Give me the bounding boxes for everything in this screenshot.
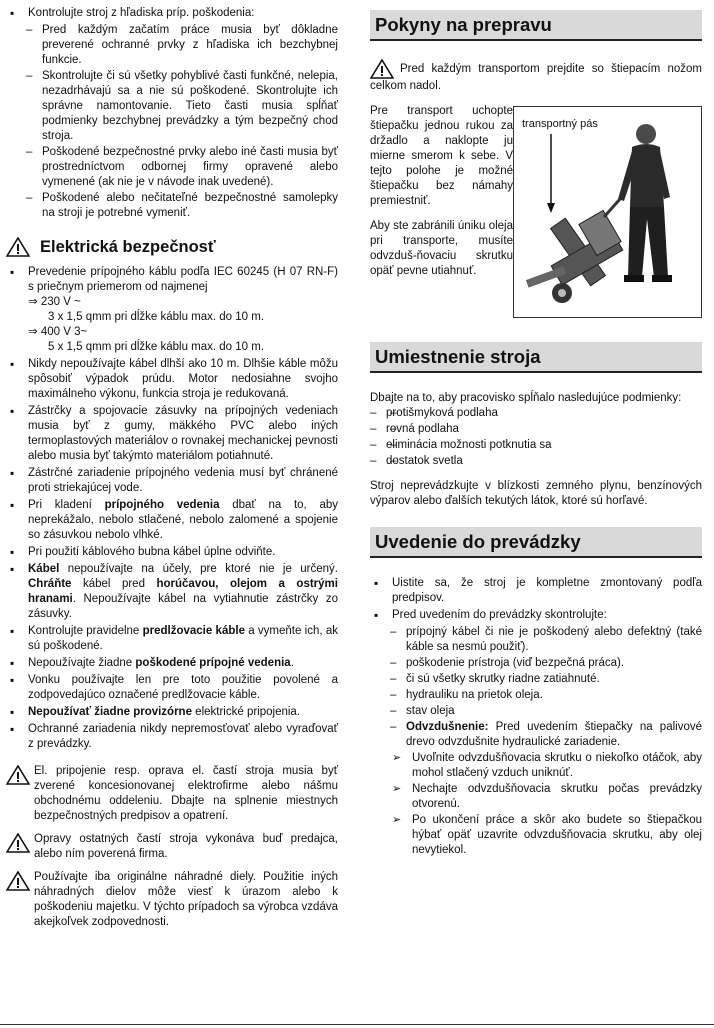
warning-icon [6, 833, 30, 853]
voltage-230-label: 230 V ~ [40, 296, 81, 308]
laying-text-2: dbať na to, aby neprekážalo, nebolo stlačené, nebolo zalomené a spojenie so zásuvkou nebolo vlhké. [28, 499, 339, 541]
precheck-item: – či sú všetky skrutky riadne zatiahnuté. [370, 672, 702, 687]
provisional-bold: Nepoužívať žiadne provizórne [28, 706, 192, 718]
venting-item [370, 720, 702, 750]
outdoor-bullet: ▪ Vonku používajte len pre toto použitie povolené a zodpovedajúco označené predlžovacie káble. [6, 673, 338, 703]
damaged-bold: poškodené prípojné vedenia [135, 657, 291, 669]
cable-spec-bullet [6, 265, 338, 355]
damaged-bullet [6, 656, 338, 671]
laying-text: Pri kladení [28, 499, 105, 511]
electrical-safety-heading [6, 237, 338, 257]
cable-use-bullet [6, 562, 338, 622]
transport-heading: Pokyny na prepravu [370, 10, 702, 41]
precheck-bullet: ▪ Pred uvedením do prevádzky skontrolujte: [370, 608, 702, 623]
check-bold: predlžovacie káble [142, 625, 245, 637]
hazards-bold: horúčavou, olejom a ostrými hranami [28, 578, 338, 605]
transport-warning-text: Pred každým transportom prejdite so štiepacím nožom celkom nadol. [370, 63, 702, 92]
provisional-bullet [6, 705, 338, 720]
voltage-400-spec: 5 x 1,5 qmm pri dĺžke káblu max. do 10 m. [48, 341, 265, 353]
placement-item-text: dostatok svetla [386, 455, 463, 467]
venting-text: Pred uvedením štiepačky na palivové drevo odvzdušnite hydraulické zariadenie. [406, 721, 702, 748]
check-bullet [6, 624, 338, 654]
check-text: Kontrolujte pravidelne [28, 625, 143, 637]
transport-belt-label: transportný pás [522, 118, 598, 130]
precheck-item: – hydrauliku na prietok oleja. [370, 688, 702, 703]
placement-item: – – rovná podlaha [370, 422, 702, 437]
cable-text-2: kábel pred [71, 578, 157, 590]
inspect-item: – Skontrolujte či sú všetky pohyblivé časti funkčné, nelepia, nezadrhávajú sa a nie sú poškodené. Skontrolujte ich správne namontovanie. Tieto časti musia spĺňať podmienky bezchybnej prevádzky a tým bezpečný chod stroja. [6, 69, 338, 144]
log-splitter-figure [514, 107, 701, 317]
cable-text: nepoužívajte na účely, pre ktoré nie je určený. [59, 563, 338, 575]
cable-bold: Kábel [28, 563, 60, 575]
transport-instructions: Pre transport uchopte štiepačku jednou rukou za držadlo a naklopte ju mierne smerom k sebe. V tejto polohe je možné štiepačku bez námahy premiestniť. [370, 105, 513, 207]
provisional-text: elektrické pripojenia. [191, 706, 301, 718]
device-bullet: ▪ Zástrčné zariadenie prípojného vedenia musí byť chránené proti striekajúcej vode. [6, 466, 338, 496]
electrical-safety-title: Elektrická bezpečnosť [40, 237, 216, 256]
inspect-item: – Pred každým začatím práce musia byť dôkladne preverené ochranné prvky z hľadiska ich bezchybnej funkcie. [6, 23, 338, 68]
inspect-item: – Poškodené alebo nečitateľné bezpečnostné samolepky na stroji je potrebné vymeniť. [6, 191, 338, 221]
placement-item-text: eliminácia možnosti potknutia sa [386, 439, 552, 451]
transport-warning [370, 59, 702, 94]
voltage-230 [28, 295, 338, 310]
note-repairs [6, 832, 338, 862]
venting-step: ➢ Po ukončení práce a skôr ako budete so štiepačkou hýbať opäť uzavrite odvzdušňovacia skrutku, aby olej nevytiekol. [370, 813, 702, 858]
venting-bold: Odvzdušnenie: [406, 721, 489, 733]
voltage-400 [28, 325, 338, 340]
laying-bold: prípojného vedenia [104, 499, 220, 511]
commissioning-heading: Uvedenie do prevádzky [370, 527, 702, 558]
damaged-text: Nepoužívajte žiadne [28, 657, 136, 669]
precheck-item: – poškodenie prístroja (viď bezpečná práca). [370, 656, 702, 671]
note-electrical [6, 764, 338, 824]
cable-spec-text: ▪ Prevedenie prípojného káblu podľa IEC 60245 (H 07 RN-F) s priečnym priemerom od najmenej [28, 266, 338, 293]
assembled-bullet: ▪ Uistite sa, že stroj je kompletne zmontovaný podľa predpisov. [370, 576, 702, 606]
placement-item-text: protišmyková podlaha [386, 407, 498, 419]
plugs-bullet: ▪ Zástrčky a spojovacie zásuvky na prípojných vedeniach musia byť z gumy, mäkkého PVC alebo iných termoplastových materiálov o rovnakej mechanickej pevnosti alebo musia byť takýmto materiálom potiahnuté. [6, 404, 338, 464]
venting-step: ➢ Nechajte odvzdušňovacia skrutku počas prevádzky otvorenú. [370, 782, 702, 812]
laying-bullet [6, 498, 338, 543]
cable-text-3: . Nepoužívajte kábel na vytiahnutie zástrčky zo zásuvky. [28, 593, 338, 620]
cable-length-bullet: ▪ Nikdy nepoužívajte kábel dlhší ako 10 m. Dlhšie káble môžu spôsobiť výpadok prúdu. Motor nedosiahne svojho maximálneho výkonu, funkcia stroja je redukovaná. [6, 357, 338, 402]
warning-icon [6, 237, 30, 257]
warning-icon [6, 871, 30, 891]
transport-illustration [513, 106, 702, 318]
placement-item: – – dostatok svetla [370, 454, 702, 469]
precheck-item: – prípojný kábel či nie je poškodený alebo defektný (také káble sa nesmú použiť). [370, 625, 702, 655]
protection-bullet: ▪ Ochranné zariadenia nikdy nepremosťovať alebo vyraďovať z prevádzky. [6, 722, 338, 752]
right-column [370, 6, 702, 859]
implies-icon: ⇒ [28, 326, 41, 338]
placement-item: – – eliminácia možnosti potknutia sa [370, 438, 702, 453]
placement-item-text: rovná podlaha [386, 423, 459, 435]
page-bottom-rule [0, 1024, 714, 1025]
note-repairs-text: Opravy ostatných častí stroja vykonáva buď predajca, alebo ním poverená firma. [34, 833, 338, 860]
placement-item: – – protišmyková podlaha [370, 406, 702, 421]
placement-intro: Dbajte na to, aby pracovisko spĺňalo nasledujúce podmienky: [370, 392, 682, 404]
protect-bold: Chráňte [28, 578, 72, 590]
check-text-2: a vymeňte ich, ak sú poškodené. [28, 625, 338, 652]
transport-oil-note: Aby ste zabránili úniku oleja pri transporte, musíte odvzduš-ňovaciu skrutku opäť pevne utiahnuť. [370, 220, 513, 277]
implies-icon: ⇒ [28, 296, 41, 308]
placement-heading: Umiestnenie stroja [370, 342, 702, 373]
venting-step: ➢ Uvoľnite odvzdušňovacia skrutku o niekoľko otáčok, aby mohol stlačený vzduch uniknúť. [370, 751, 702, 781]
note-electrical-text: El. pripojenie resp. oprava el. častí stroja musia byť zverené koncesionovanej elektrofirme alebo nášmu obchodnému oddeleniu. Dbajte na splnenie miestnych bezpečnostných predpisov a opatrení. [34, 765, 338, 822]
damaged-text-2: . [290, 657, 294, 669]
placement-warning: Stroj neprevádzkujte v blízkosti zemného plynu, benzínových výparov alebo ďalších tekutých látok, ktoré sú horľavé. [370, 480, 702, 507]
precheck-item: – stav oleja [370, 704, 702, 719]
warning-icon [370, 59, 394, 79]
transport-block [370, 104, 702, 318]
inspect-bullet: ▪ Kontrolujte stroj z hľadiska príp. poškodenia: [6, 6, 338, 21]
note-parts [6, 870, 338, 930]
voltage-400-label: 400 V 3~ [40, 326, 88, 338]
inspect-item: – Poškodené bezpečnostné prvky alebo iné časti musia byť prostredníctvom odbornej firmy opravené alebo vymenené (ak nie je v návode inak uvedené). [6, 145, 338, 190]
left-column [6, 6, 338, 930]
voltage-230-spec: 3 x 1,5 qmm pri dĺžke káblu max. do 10 m. [48, 311, 265, 323]
drum-bullet: ▪ Pri použití káblového bubna kábel úplne odviňte. [6, 545, 338, 560]
note-parts-text: Používajte iba originálne náhradné diely. Použitie iných náhradných dielov môže viesť k úrazom alebo k poškodeniu majetku. V týchto prípadoch sa výrobca vzdáva akejkoľvek zodpovednosti. [34, 871, 338, 928]
warning-icon [6, 765, 30, 785]
